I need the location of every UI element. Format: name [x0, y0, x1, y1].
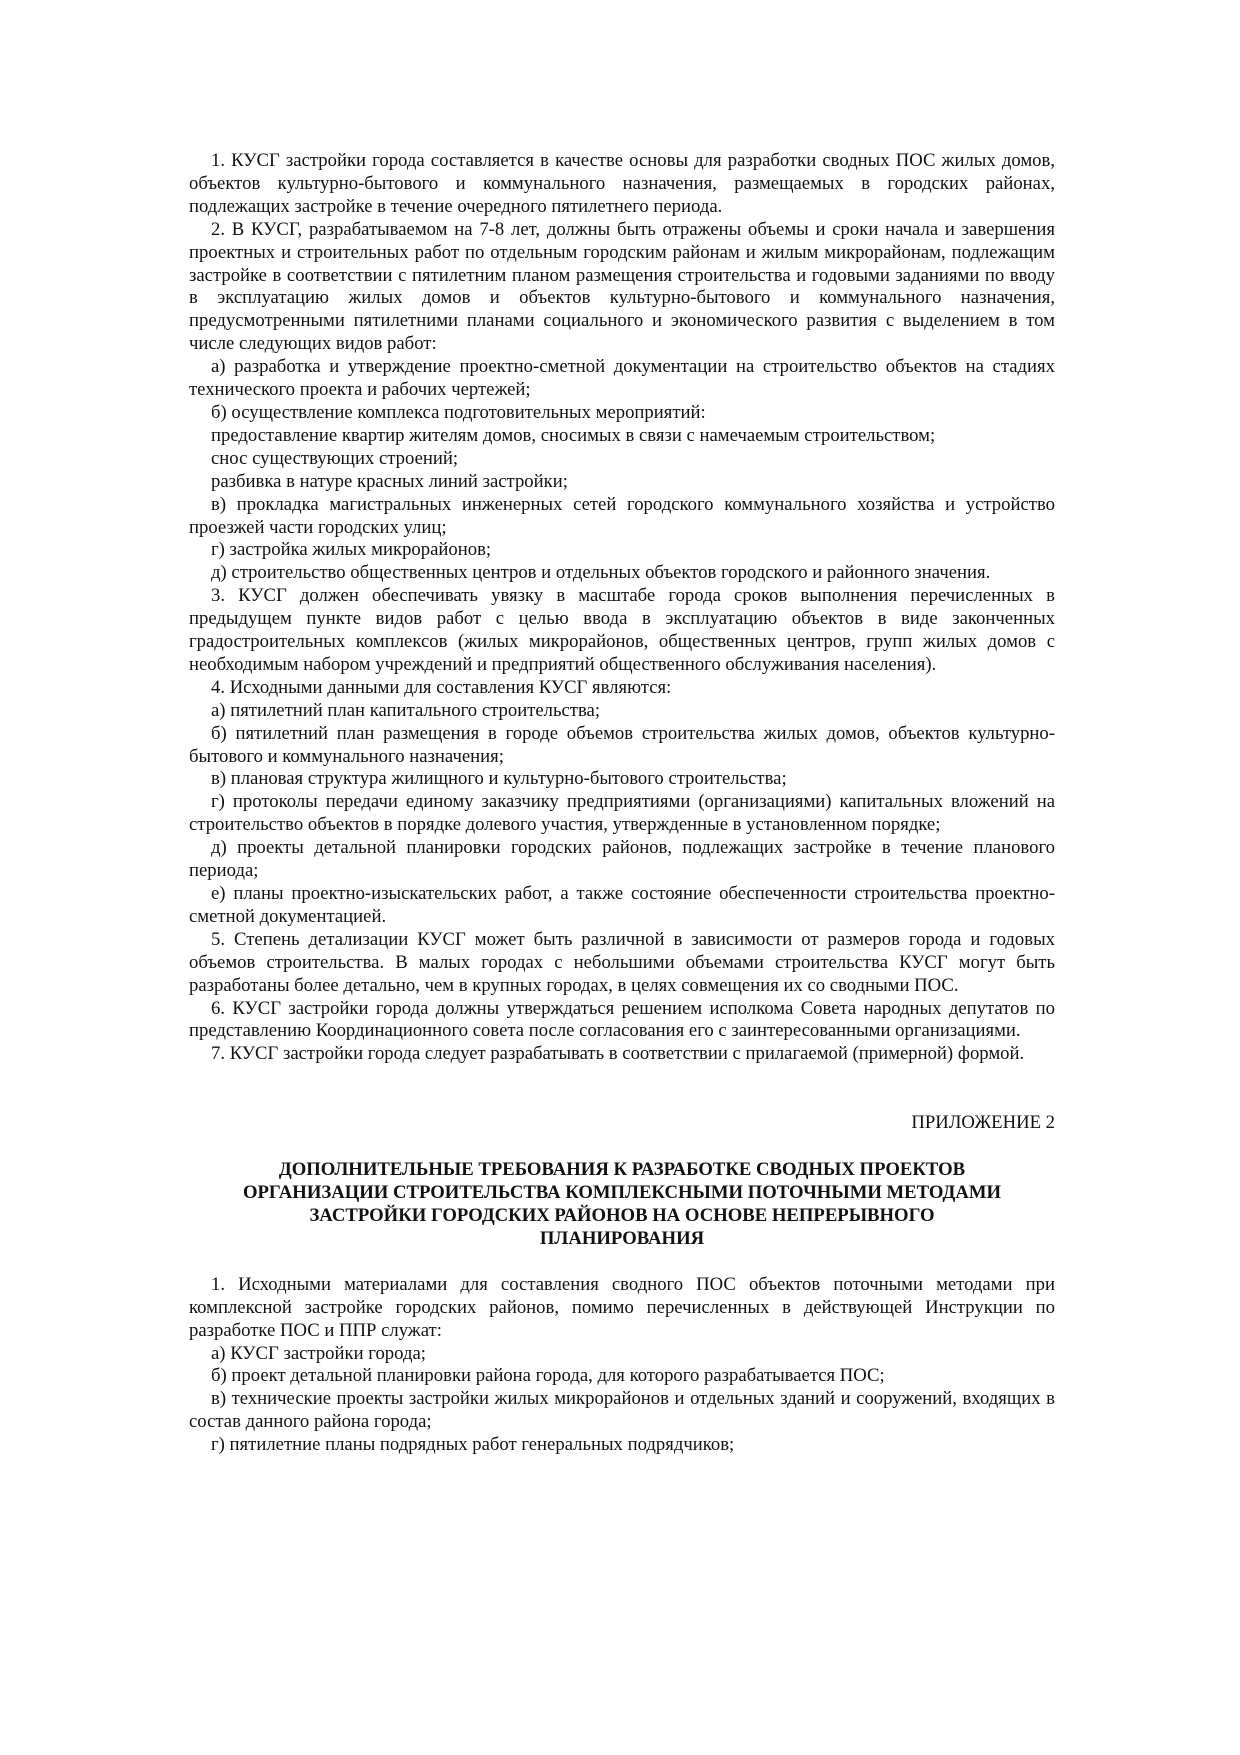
appendix-title: ДОПОЛНИТЕЛЬНЫЕ ТРЕБОВАНИЯ К РАЗРАБОТКЕ СВОДНЫХ ПРОЕКТОВ ОРГАНИЗАЦИИ СТРОИТЕЛЬСТВА КОМПЛЕКСНЫМИ ПОТОЧНЫМИ МЕТОДАМИ ЗАСТРОЙКИ ГОРОДСКИХ РАЙОНОВ НА ОСНОВЕ НЕПРЕРЫВНОГО ПЛАНИРОВАНИЯ [242, 1159, 1001, 1249]
paragraph: снос существующих строений; [211, 447, 459, 469]
paragraph: г) пятилетние планы подрядных работ генеральных подрядчиков; [211, 1434, 735, 1456]
paragraph: 5. Степень детализации КУСГ может быть различной в зависимости от размеров города и годовых объемов строительства. В малых городах с небольшими объемами строительства КУСГ могут быть разработаны более детально, чем в крупных городах, в целях совмещения их со сводными ПОС. [189, 928, 1055, 996]
paragraph: д) строительство общественных центров и отдельных объектов городского и районного значения. [211, 562, 991, 584]
section-2 [189, 1274, 1055, 1457]
paragraph: б) осуществление комплекса подготовительных мероприятий: [211, 401, 706, 423]
paragraph: 2. В КУСГ, разрабатываемом на 7-8 лет, должны быть отражены объемы и сроки начала и завершения проектных и строительных работ по отдельным городским районам и жилым микрорайонам, подлежащим застройке в соответствии с пятилетним планом размещения строительства и годовыми заданиями по вводу в эксплуатацию жилых домов и объектов культурно-бытового и коммунального назначения, предусмотренными пятилетними планами социального и экономического развития с выделением в том числе следующих видов работ: [189, 218, 1055, 355]
paragraph: в) плановая структура жилищного и культурно-бытового строительства; [211, 768, 787, 790]
paragraph: 3. КУСГ должен обеспечивать увязку в масштабе города сроков выполнения перечисленных в предыдущем пункте видов работ с целью ввода в эксплуатацию объектов в виде законченных градостроительных комплексов (жилых микрорайонов, общественных центров, групп жилых домов с необходимым набором учреждений и предприятий общественного обслуживания населения). [189, 585, 1055, 675]
paragraph: 4. Исходными данными для составления КУСГ являются: [211, 676, 672, 698]
paragraph: г) застройка жилых микрорайонов; [211, 539, 492, 561]
section-1 [189, 150, 1055, 1066]
paragraph: г) протоколы передачи единому заказчику предприятиями (организациями) капитальных вложений на строительство объектов в порядке долевого участия, утвержденные в установленном порядке; [189, 791, 1055, 836]
paragraph: разбивка в натуре красных линий застройки; [211, 470, 568, 492]
paragraph: 1. Исходными материалами для составления сводного ПОС объектов поточными методами при комплексной застройке городских районов, помимо перечисленных в действующей Инструкции по разработке ПОС и ППР служат: [189, 1273, 1055, 1341]
paragraph: д) проекты детальной планировки городских районов, подлежащих застройке в течение планового периода; [189, 837, 1055, 882]
appendix-label: ПРИЛОЖЕНИЕ 2 [911, 1112, 1055, 1134]
paragraph: 7. КУСГ застройки города следует разрабатывать в соответствии с прилагаемой (примерной) формой. [211, 1043, 1025, 1065]
paragraph: а) КУСГ застройки города; [211, 1342, 426, 1364]
paragraph: б) пятилетний план размещения в городе объемов строительства жилых домов, объектов культурно-бытового и коммунального назначения; [189, 722, 1055, 767]
paragraph: предоставление квартир жителям домов, сносимых в связи с намечаемым строительством; [211, 424, 936, 446]
paragraph: 1. КУСГ застройки города составляется в качестве основы для разработки сводных ПОС жилых домов, объектов культурно-бытового и коммунального назначения, размещаемых в городских районах, подлежащих застройке в течение очередного пятилетнего периода. [189, 150, 1055, 217]
paragraph: в) прокладка магистральных инженерных сетей городского коммунального хозяйства и устройство проезжей части городских улиц; [189, 493, 1055, 538]
paragraph: е) планы проектно-изыскательских работ, а также состояние обеспеченности строительства проектно-сметной документацией. [189, 883, 1055, 927]
paragraph: 6. КУСГ застройки города должны утверждаться решением исполкома Совета народных депутатов по представлению Координационного совета после согласования его с заинтересованными организациями. [189, 997, 1055, 1042]
paragraph: а) пятилетний план капитального строительства; [211, 699, 601, 721]
paragraph: а) разработка и утверждение проектно-сметной документации на строительство объектов на стадиях технического проекта и рабочих чертежей; [189, 356, 1055, 401]
paragraph: в) технические проекты застройки жилых микрорайонов и отдельных зданий и сооружений, входящих в состав данного района города; [189, 1388, 1055, 1433]
paragraph: б) проект детальной планировки района города, для которого разрабатывается ПОС; [211, 1365, 885, 1387]
document-page [189, 150, 1055, 1457]
